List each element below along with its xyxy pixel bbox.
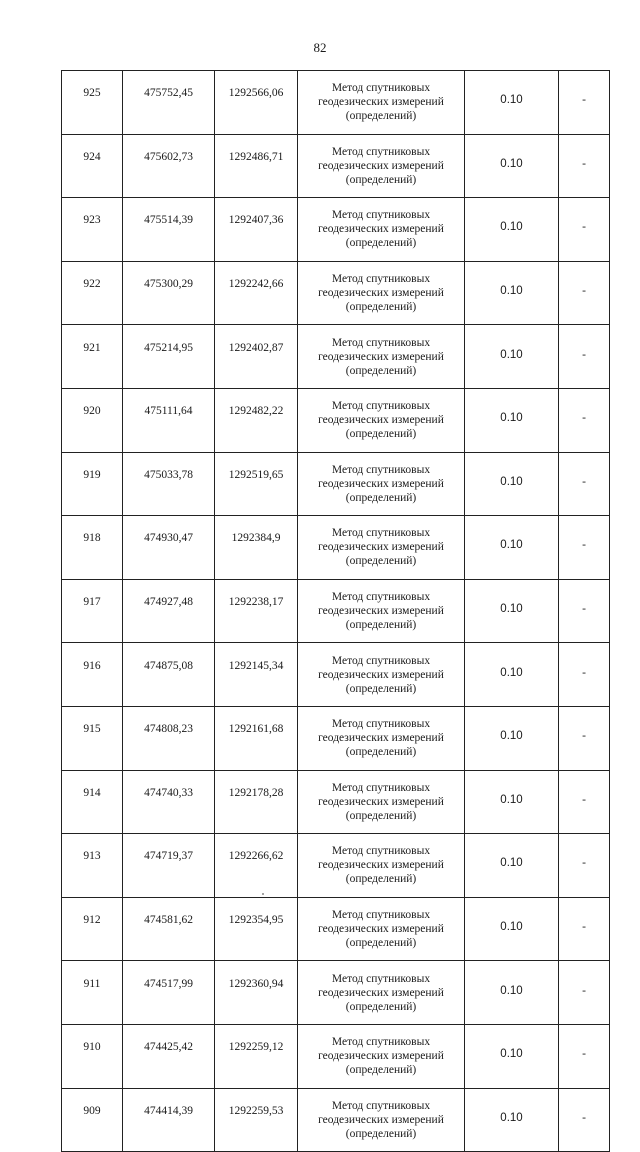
method-text-line: геодезических измерений: [318, 1050, 444, 1063]
method-text-line: Метод спутниковых: [331, 527, 431, 540]
method-text-line: Метод спутниковых: [331, 463, 431, 476]
note-cell: -: [559, 452, 610, 516]
method-cell: [298, 388, 465, 452]
x-coordinate-cell: 474808,23: [123, 706, 215, 770]
note-cell: -: [559, 706, 610, 770]
method-text-line: геодезических измерений: [318, 732, 444, 745]
table-row: [62, 261, 610, 325]
x-coordinate-cell: 474517,99: [123, 961, 215, 1025]
accuracy-cell: 0.10: [465, 198, 559, 262]
note-cell: -: [559, 388, 610, 452]
accuracy-cell: 0.10: [465, 897, 559, 961]
method-text-line: геодезических измерений: [318, 287, 444, 300]
table-row: [62, 770, 610, 834]
point-number-cell: 913: [62, 834, 123, 898]
accuracy-cell: 0.10: [465, 71, 559, 135]
note-cell: -: [559, 134, 610, 198]
method-cell: [298, 897, 465, 961]
note-cell: -: [559, 579, 610, 643]
coordinates-table-body: [62, 71, 610, 1152]
method-text-line: Метод спутниковых: [331, 718, 431, 731]
method-text-line: Метод спутниковых: [331, 209, 431, 222]
method-text-line: (определений): [345, 619, 417, 632]
method-text-line: геодезических измерений: [318, 605, 444, 618]
table-row: [62, 579, 610, 643]
method-text-line: Метод спутниковых: [331, 591, 431, 604]
y-coordinate-cell: 1292145,34: [215, 643, 298, 707]
method-cell: [298, 961, 465, 1025]
y-coordinate-cell: 1292242,66: [215, 261, 298, 325]
y-coordinate-cell: 1292566,06: [215, 71, 298, 135]
method-cell: [298, 71, 465, 135]
method-text-line: геодезических измерений: [318, 795, 444, 808]
table-row: [62, 1024, 610, 1088]
note-cell: -: [559, 961, 610, 1025]
method-text-line: Метод спутниковых: [331, 145, 431, 158]
method-text-line: (определений): [345, 937, 417, 950]
point-number-cell: 925: [62, 71, 123, 135]
note-cell: -: [559, 643, 610, 707]
x-coordinate-cell: 475602,73: [123, 134, 215, 198]
point-number-cell: 916: [62, 643, 123, 707]
accuracy-cell: 0.10: [465, 261, 559, 325]
method-text-line: геодезических измерений: [318, 477, 444, 490]
accuracy-cell: 0.10: [465, 452, 559, 516]
method-cell: [298, 1088, 465, 1152]
method-cell: [298, 706, 465, 770]
method-text-line: (определений): [345, 110, 417, 123]
method-text-line: (определений): [345, 173, 417, 186]
accuracy-cell: 0.10: [465, 706, 559, 770]
method-text-line: (определений): [345, 491, 417, 504]
method-text-line: Метод спутниковых: [331, 273, 431, 286]
method-text-line: геодезических измерений: [318, 159, 444, 172]
method-text-line: (определений): [345, 555, 417, 568]
y-coordinate-cell: 1292161,68: [215, 706, 298, 770]
method-cell: [298, 643, 465, 707]
table-row: [62, 897, 610, 961]
method-text-line: геодезических измерений: [318, 96, 444, 109]
method-cell: [298, 325, 465, 389]
point-number-cell: 924: [62, 134, 123, 198]
x-coordinate-cell: 475514,39: [123, 198, 215, 262]
y-coordinate-cell: 1292482,22: [215, 388, 298, 452]
x-coordinate-cell: 475033,78: [123, 452, 215, 516]
x-coordinate-cell: 475300,29: [123, 261, 215, 325]
method-cell: [298, 452, 465, 516]
table-row: [62, 516, 610, 580]
method-cell: [298, 516, 465, 580]
method-text-line: Метод спутниковых: [331, 654, 431, 667]
method-cell: [298, 198, 465, 262]
y-coordinate-cell: 1292519,65: [215, 452, 298, 516]
accuracy-cell: 0.10: [465, 1088, 559, 1152]
method-text-line: (определений): [345, 364, 417, 377]
point-number-cell: 922: [62, 261, 123, 325]
x-coordinate-cell: 474414,39: [123, 1088, 215, 1152]
method-text-line: Метод спутниковых: [331, 845, 431, 858]
method-text-line: (определений): [345, 1064, 417, 1077]
method-cell: [298, 134, 465, 198]
method-text-line: Метод спутниковых: [331, 82, 431, 95]
point-number-cell: 912: [62, 897, 123, 961]
y-coordinate-cell: 1292384,9: [215, 516, 298, 580]
accuracy-cell: 0.10: [465, 961, 559, 1025]
point-number-cell: 918: [62, 516, 123, 580]
method-text-line: геодезических измерений: [318, 414, 444, 427]
x-coordinate-cell: 475752,45: [123, 71, 215, 135]
method-text-line: (определений): [345, 682, 417, 695]
method-text-line: (определений): [345, 237, 417, 250]
note-cell: -: [559, 325, 610, 389]
point-number-cell: 920: [62, 388, 123, 452]
y-coordinate-cell: 1292360,94: [215, 961, 298, 1025]
x-coordinate-cell: 474927,48: [123, 579, 215, 643]
method-text-line: Метод спутниковых: [331, 1036, 431, 1049]
note-cell: -: [559, 71, 610, 135]
note-cell: -: [559, 198, 610, 262]
point-number-cell: 919: [62, 452, 123, 516]
x-coordinate-cell: 474425,42: [123, 1024, 215, 1088]
point-number-cell: 917: [62, 579, 123, 643]
accuracy-cell: 0.10: [465, 134, 559, 198]
y-coordinate-cell: 1292486,71: [215, 134, 298, 198]
method-text-line: геодезических измерений: [318, 986, 444, 999]
scan-speck: [262, 893, 264, 895]
table-row: [62, 388, 610, 452]
method-text-line: геодезических измерений: [318, 350, 444, 363]
note-cell: -: [559, 770, 610, 834]
y-coordinate-cell: 1292402,87: [215, 325, 298, 389]
accuracy-cell: 0.10: [465, 643, 559, 707]
method-text-line: (определений): [345, 809, 417, 822]
accuracy-cell: 0.10: [465, 388, 559, 452]
y-coordinate-cell: 1292266,62: [215, 834, 298, 898]
accuracy-cell: 0.10: [465, 834, 559, 898]
y-coordinate-cell: 1292178,28: [215, 770, 298, 834]
x-coordinate-cell: 474930,47: [123, 516, 215, 580]
point-number-cell: 921: [62, 325, 123, 389]
note-cell: -: [559, 834, 610, 898]
point-number-cell: 923: [62, 198, 123, 262]
table-row: [62, 706, 610, 770]
method-text-line: Метод спутниковых: [331, 336, 431, 349]
point-number-cell: 909: [62, 1088, 123, 1152]
method-cell: [298, 261, 465, 325]
table-row: [62, 961, 610, 1025]
note-cell: -: [559, 897, 610, 961]
x-coordinate-cell: 474740,33: [123, 770, 215, 834]
method-text-line: (определений): [345, 1127, 417, 1140]
table-row: [62, 452, 610, 516]
accuracy-cell: 0.10: [465, 325, 559, 389]
method-text-line: геодезических измерений: [318, 223, 444, 236]
table-row: [62, 198, 610, 262]
accuracy-cell: 0.10: [465, 516, 559, 580]
method-text-line: Метод спутниковых: [331, 909, 431, 922]
y-coordinate-cell: 1292238,17: [215, 579, 298, 643]
method-text-line: Метод спутниковых: [331, 1099, 431, 1112]
x-coordinate-cell: 475111,64: [123, 388, 215, 452]
method-text-line: Метод спутниковых: [331, 781, 431, 794]
table-row: [62, 71, 610, 135]
x-coordinate-cell: 474719,37: [123, 834, 215, 898]
y-coordinate-cell: 1292259,53: [215, 1088, 298, 1152]
point-number-cell: 910: [62, 1024, 123, 1088]
table-row: [62, 834, 610, 898]
y-coordinate-cell: 1292407,36: [215, 198, 298, 262]
method-text-line: (определений): [345, 301, 417, 314]
method-text-line: (определений): [345, 1000, 417, 1013]
method-cell: [298, 834, 465, 898]
page-number: 82: [313, 40, 327, 55]
point-number-cell: 911: [62, 961, 123, 1025]
x-coordinate-cell: 474581,62: [123, 897, 215, 961]
method-text-line: геодезических измерений: [318, 1113, 444, 1126]
method-text-line: геодезических измерений: [318, 859, 444, 872]
method-text-line: (определений): [345, 428, 417, 441]
method-cell: [298, 579, 465, 643]
x-coordinate-cell: 475214,95: [123, 325, 215, 389]
coordinates-table: [61, 70, 610, 1152]
method-text-line: геодезических измерений: [318, 668, 444, 681]
note-cell: -: [559, 1024, 610, 1088]
method-text-line: геодезических измерений: [318, 541, 444, 554]
method-text-line: (определений): [345, 746, 417, 759]
method-text-line: Метод спутниковых: [331, 972, 431, 985]
y-coordinate-cell: 1292354,95: [215, 897, 298, 961]
x-coordinate-cell: 474875,08: [123, 643, 215, 707]
accuracy-cell: 0.10: [465, 579, 559, 643]
point-number-cell: 914: [62, 770, 123, 834]
method-cell: [298, 770, 465, 834]
point-number-cell: 915: [62, 706, 123, 770]
table-row: [62, 325, 610, 389]
y-coordinate-cell: 1292259,12: [215, 1024, 298, 1088]
method-cell: [298, 1024, 465, 1088]
table-row: [62, 1088, 610, 1152]
note-cell: -: [559, 261, 610, 325]
note-cell: -: [559, 1088, 610, 1152]
method-text-line: геодезических измерений: [318, 923, 444, 936]
accuracy-cell: 0.10: [465, 770, 559, 834]
table-row: [62, 643, 610, 707]
method-text-line: Метод спутниковых: [331, 400, 431, 413]
accuracy-cell: 0.10: [465, 1024, 559, 1088]
table-row: [62, 134, 610, 198]
method-text-line: (определений): [345, 873, 417, 886]
note-cell: -: [559, 516, 610, 580]
